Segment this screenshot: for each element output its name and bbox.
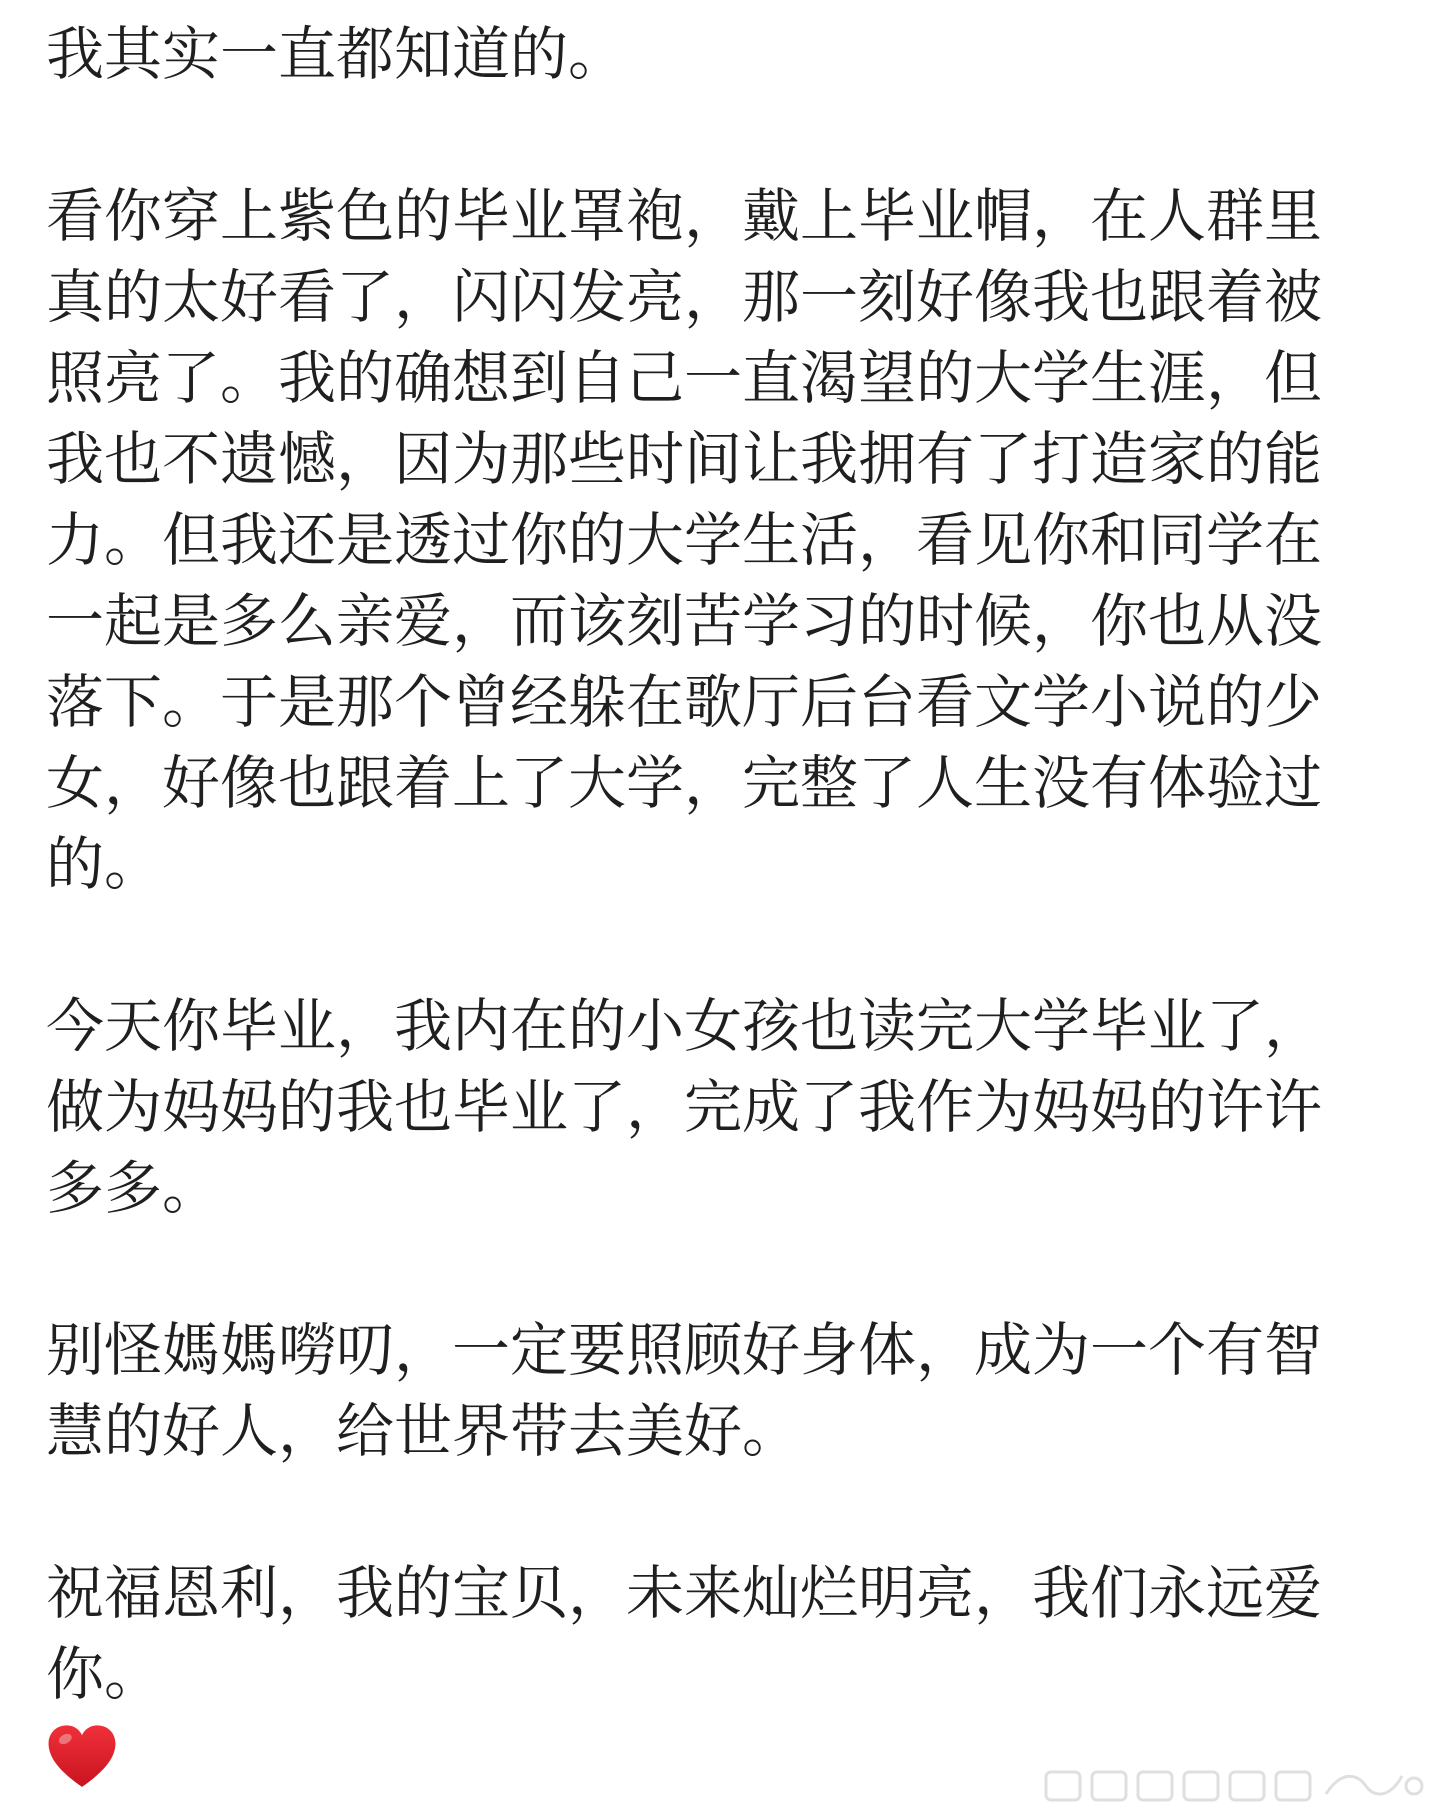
paragraph-spacer — [46, 95, 1366, 176]
red-heart-icon — [44, 1720, 120, 1796]
paragraph-advice: 别怪媽媽嘮叨，一定要照顾好身体，成为一个有智 慧的好人，给世界带去美好。 — [46, 1316, 1323, 1465]
post-body — [46, 14, 1366, 1715]
paragraph-graduation-memory: 看你穿上紫色的毕业罩袍，戴上毕业帽，在人群里 真的太好看了，闪闪发亮，那一刻好像我也跟着被 照亮了。我的确想到自己一直渴望的大学生涯，但 我也不遗憾，因为那些时间让我拥有了打造家的能 力。但我还是透过你的大学生活，看见你和同学在 一起是多么亲爱，而该刻苦学习的时候，你也从没 落下。于是那个曾经躲在歌厅后台看文学小说的少 女，好像也跟着上了大学，完整了人生没有体验过 的。 — [46, 182, 1323, 898]
paragraph-spacer — [46, 1472, 1366, 1553]
watermark-logo — [1040, 1764, 1430, 1808]
paragraph-opening: 我其实一直都知道的。 — [46, 20, 627, 88]
paragraph-blessing: 祝福恩利，我的宝贝，未来灿烂明亮，我们永远爱 你。 — [46, 1559, 1323, 1708]
paragraph-graduation-today: 今天你毕业，我内在的小女孩也读完大学毕业了， 做为妈妈的我也毕业了，完成了我作为妈妈的许许 多多。 — [46, 992, 1323, 1222]
paragraph-spacer — [46, 905, 1366, 986]
paragraph-spacer — [46, 1229, 1366, 1310]
